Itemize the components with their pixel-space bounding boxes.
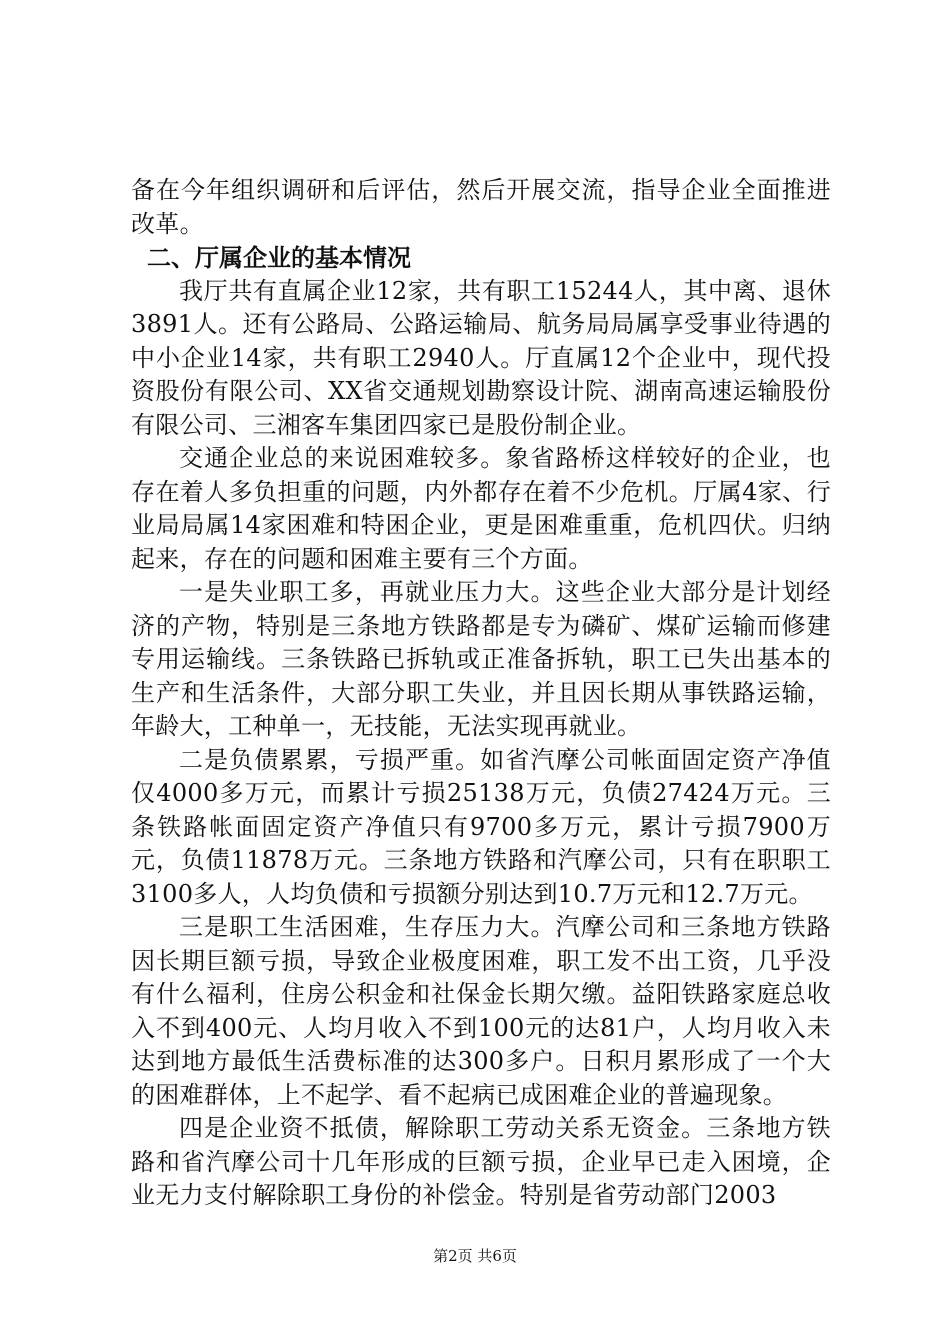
paragraph-difficulties-summary: 交通企业总的来说困难较多。象省路桥这样较好的企业，也存在着人多负担重的问题，内外都存在着不少危机。厅属4家、行业局局属14家困难和特困企业，更是困难重重，危机四伏。归纳起来，存在的问题和困难主要有三个方面。 (131, 444, 831, 573)
paragraph-enterprise-overview: 我厅共有直属企业12家，共有职工15244人，其中离、退休3891人。还有公路局、公路运输局、航务局局属享受事业待遇的中小企业14家，共有职工2940人。厅直属12个企业中，现代投资股份有限公司、XX省交通规划勘察设计院、湖南高速运输股份有限公司、三湘客车集团四家已是股份制企业。 (131, 276, 831, 439)
page-footer: 第2页 共6页 (433, 1247, 517, 1265)
paragraph-continuation: 备在今年组织调研和后评估，然后开展交流，指导企业全面推进改革。 (131, 176, 831, 238)
paragraph-point-four: 四是企业资不抵债，解除职工劳动关系无资金。三条地方铁路和省汽摩公司十几年形成的巨额亏损，企业早已走入困境，企业无力支付解除职工身份的补偿金。特别是省劳动部门2003 (131, 1114, 831, 1209)
paragraph-point-two: 二是负债累累，亏损严重。如省汽摩公司帐面固定资产净值仅4000多万元，而累计亏损25138万元，负债27424万元。三条铁路帐面固定资产净值只有9700多万元，累计亏损7900万元，负债11878万元。三条地方铁路和汽摩公司，只有在职职工3100多人，人均负债和亏损额分别达到10.7万元和12.7万元。 (131, 745, 831, 908)
paragraph-point-three: 三是职工生活困难，生存压力大。汽摩公司和三条地方铁路因长期巨额亏损，导致企业极度困难，职工发不出工资，几乎没有什么福利，住房公积金和社保金长期欠缴。益阳铁路家庭总收入不到400元、人均月收入不到100元的达81户，人均月收入未达到地方最低生活费标准的达300多户。日积月累形成了一个大的困难群体，上不起学、看不起病已成困难企业的普遍现象。 (131, 913, 831, 1109)
document-body (131, 174, 831, 1213)
section-heading: 二、厅属企业的基本情况 (147, 243, 411, 272)
paragraph-point-one: 一是失业职工多，再就业压力大。这些企业大部分是计划经济的产物，特别是三条地方铁路都是专为磷矿、煤矿运输而修建专用运输线。三条铁路已拆轨或正准备拆轨，职工已失出基本的生产和生活条件，大部分职工失业，并且因长期从事铁路运输，年龄大，工种单一，无技能，无法实现再就业。 (131, 578, 831, 740)
